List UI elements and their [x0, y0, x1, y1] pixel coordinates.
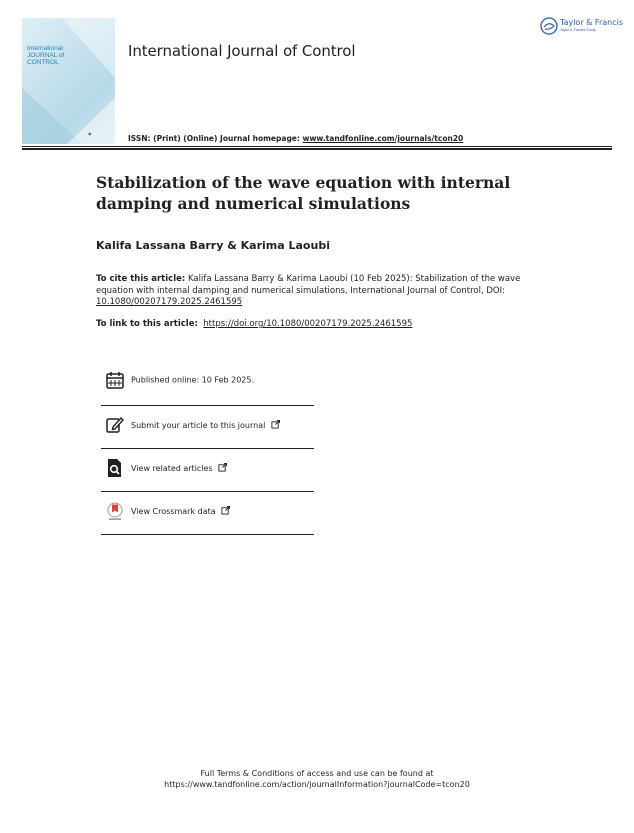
article-doi-url[interactable]: https://doi.org/10.1080/00207179.2025.2461595: [203, 319, 413, 329]
submit-article-link[interactable]: [101, 405, 314, 445]
search-document-icon: [105, 458, 125, 478]
issn-line: [128, 134, 463, 143]
crossmark-text: View Crossmark data: [131, 507, 216, 516]
cover-publisher-mark: ◉: [88, 131, 92, 136]
article-authors: Kalifa Lassana Barry & Karima Laoubi: [96, 239, 330, 252]
publisher-logo-icon: [540, 17, 558, 35]
header-divider: [22, 146, 612, 147]
info-divider: [101, 534, 314, 535]
article-link-block: [96, 319, 526, 329]
submit-article-text: Submit your article to this journal: [131, 421, 266, 430]
publisher-logo-text: Taylor & Francis: [560, 18, 623, 27]
published-online-item: [101, 360, 314, 400]
article-title: Stabilization of the wave equation with internal damping and numerical simulations: [96, 173, 511, 213]
published-online-text: Published online: 10 Feb 2025.: [131, 375, 255, 385]
footer-terms-link[interactable]: https://www.tandfonline.com/action/journalInformation?journalCode=tcon20: [164, 780, 470, 789]
journal-homepage-link[interactable]: www.tandfonline.com/journals/tcon20: [302, 134, 464, 143]
publisher-logo-subtext: Taylor & Francis Group: [560, 28, 596, 32]
footer-terms-text: Full Terms & Conditions of access and use can be found at: [200, 769, 434, 778]
footer-terms: [0, 768, 634, 790]
citation-text: Kalifa Lassana Barry & Karima Laoubi (10 Feb 2025): Stabilization of the wave equation with internal damping and numerical simulations, International Journal of Control, DOI:: [96, 274, 521, 296]
related-articles-text: View related articles: [131, 464, 213, 473]
citation-doi-link[interactable]: 10.1080/00207179.2025.2461595: [96, 297, 243, 307]
external-link-icon: [271, 420, 280, 429]
external-link-icon: [221, 506, 230, 515]
calendar-icon: [105, 370, 125, 390]
edit-icon: [105, 415, 125, 435]
issn-text: ISSN: (Print) (Online) Journal homepage:: [128, 134, 300, 143]
citation-block: [96, 274, 526, 309]
article-link-label: To link to this article:: [96, 319, 198, 329]
journal-cover-image[interactable]: [22, 18, 115, 144]
external-link-icon: [218, 463, 227, 472]
related-articles-link[interactable]: [101, 448, 314, 488]
crossmark-icon: [105, 501, 125, 521]
header-divider-thick: [22, 148, 612, 150]
citation-label: To cite this article:: [96, 274, 186, 284]
crossmark-link[interactable]: [101, 491, 314, 531]
publisher-logo[interactable]: [540, 17, 623, 39]
cover-title: International JOURNAL of CONTROL: [27, 45, 65, 66]
journal-title[interactable]: International Journal of Control: [128, 42, 356, 60]
